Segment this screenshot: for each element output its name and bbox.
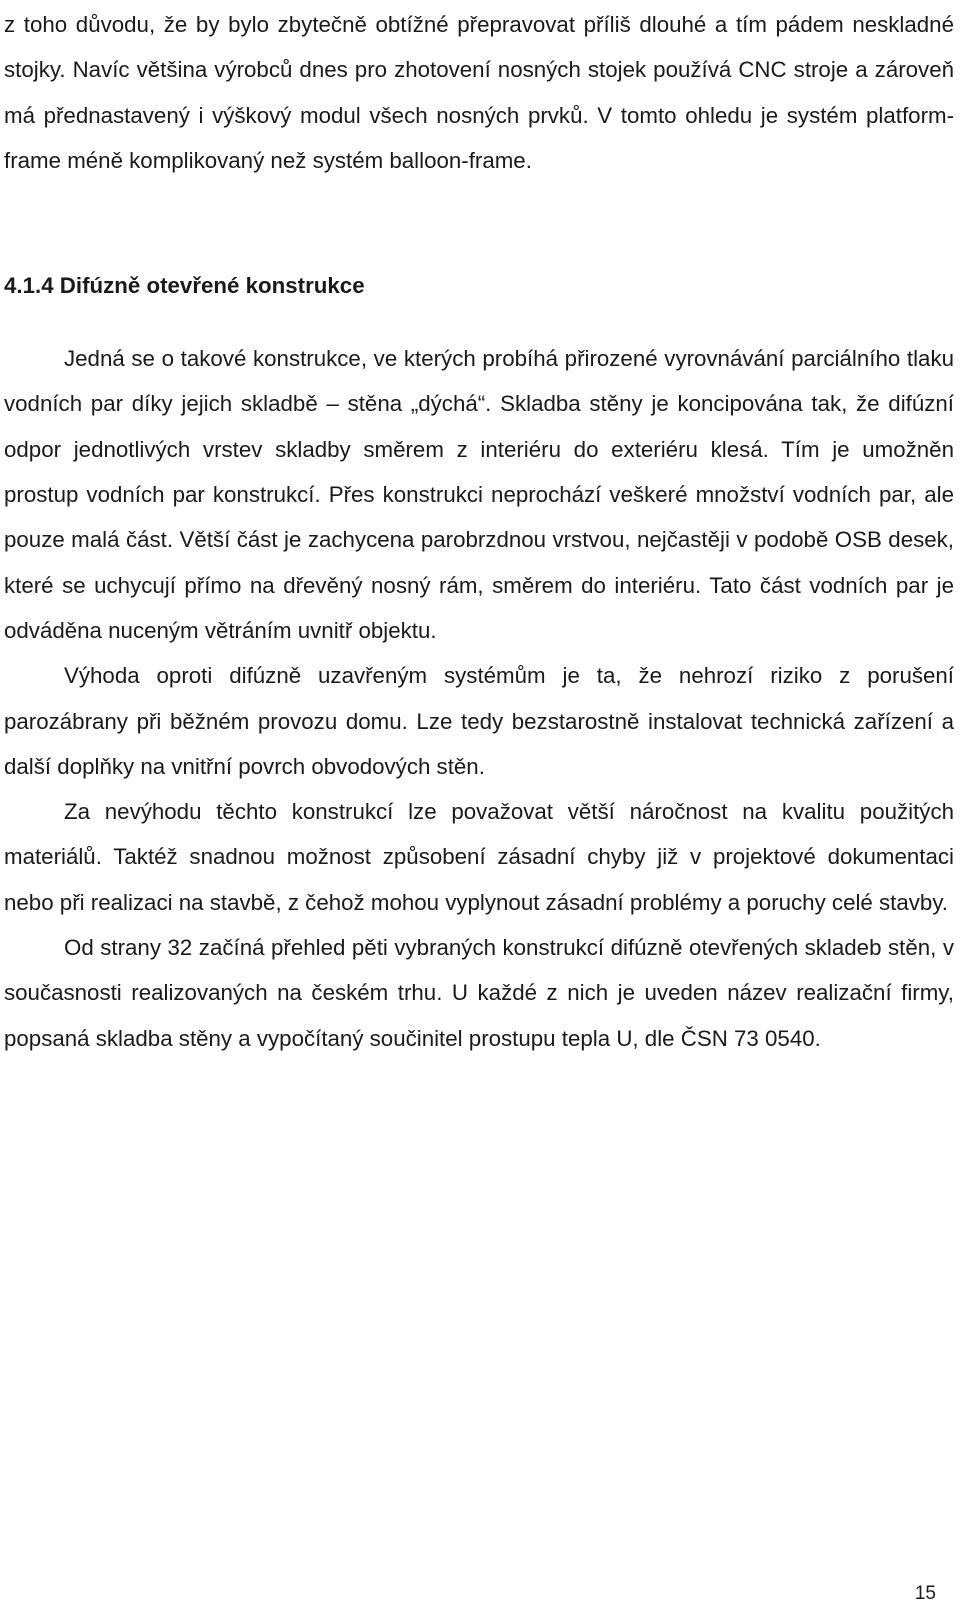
paragraph-4: Od strany 32 začíná přehled pěti vybraných konstrukcí difúzně otevřených skladeb stěn, v současnosti realizovaných na českém trhu. U každé z nich je uveden název realizační firmy, popsaná skladba stěny a vypočítaný součinitel prostupu tepla U, dle ČSN 73 0540. <box>4 935 954 1051</box>
paragraph-2: Výhoda oproti difúzně uzavřeným systémům je ta, že nehrozí riziko z porušení parozábrany při běžném provozu domu. Lze tedy bezstarostně instalovat technická zařízení a další doplňky na vnitřní povrch obvodových stěn. <box>4 663 954 779</box>
page-number: 15 <box>914 1583 936 1604</box>
paragraph-intro: z toho důvodu, že by bylo zbytečně obtížné přepravovat příliš dlouhé a tím pádem neskladné stojky. Navíc většina výrobců dnes pro zhotovení nosných stojek používá CNC stroje a zároveň má přednastavený i výškový modul všech nosných prvků. V tomto ohledu je systém platform-frame méně komplikovaný než systém balloon-frame. <box>4 12 954 173</box>
paragraph-3: Za nevýhodu těchto konstrukcí lze považovat větší náročnost na kvalitu použitých materiálů. Taktéž snadnou možnost způsobení zásadní chyby již v projektové dokumentaci nebo při realizaci na stavbě, z čehož mohou vyplynout zásadní problémy a poruchy celé stavby. <box>4 799 954 915</box>
section-heading: 4.1.4 Difúzně otevřené konstrukce <box>4 273 365 299</box>
document-page <box>4 0 954 1061</box>
paragraph-1: Jedná se o takové konstrukce, ve kterých probíhá přirozené vyrovnávání parciálního tlaku vodních par díky jejich skladbě – stěna „dýchá“. Skladba stěny je koncipována tak, že difúzní odpor jednotlivých vrstev skladby směrem z interiéru do exteriéru klesá. Tím je umožněn prostup vodních par konstrukcí. Přes konstrukci neprochází veškeré množství vodních par, ale pouze malá část. Větší část je zachycena parobrzdnou vrstvou, nejčastěji v podobě OSB desek, které se uchycují přímo na dřevěný nosný rám, směrem do interiéru. Tato část vodních par je odváděna nuceným větráním uvnitř objektu. <box>4 346 954 643</box>
